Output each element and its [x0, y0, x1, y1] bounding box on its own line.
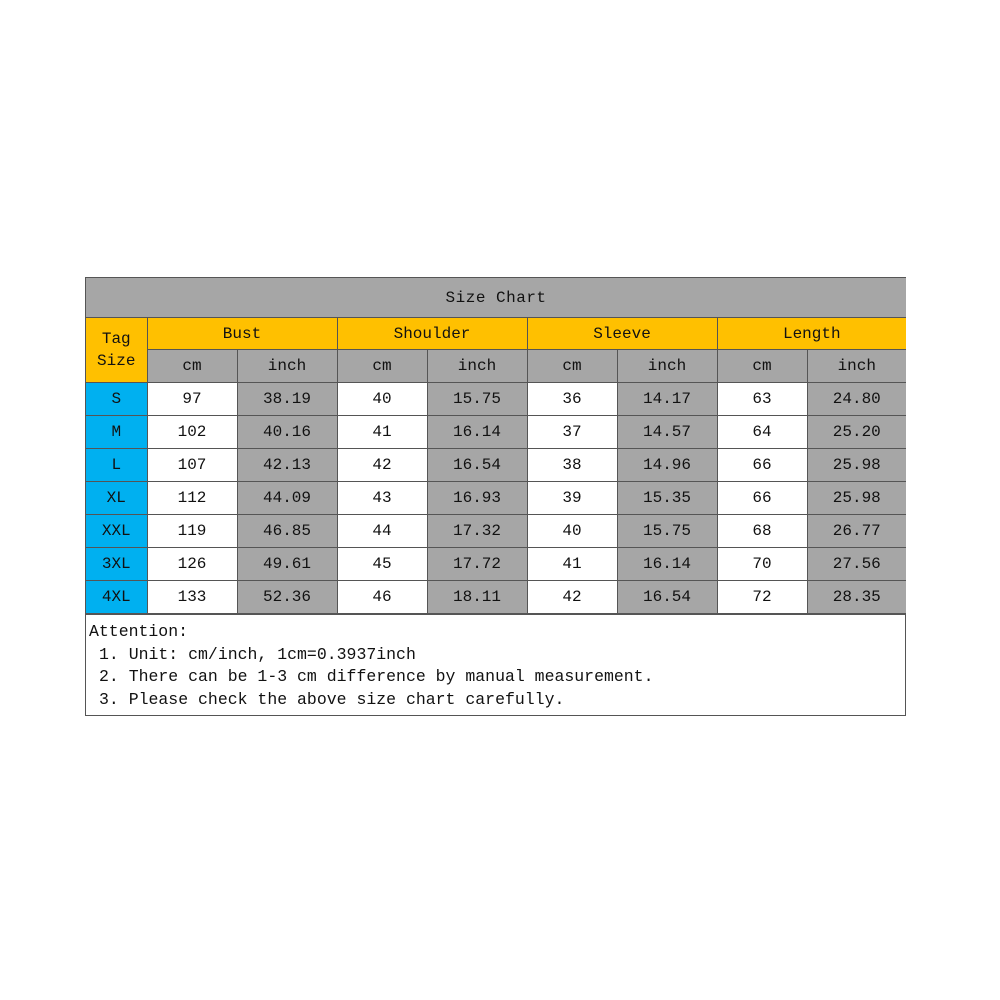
- inch-value-cell: 14.96: [617, 449, 717, 482]
- inch-value-cell: 18.11: [427, 581, 527, 614]
- chart-title: Size Chart: [86, 278, 906, 318]
- cm-value-cell: 66: [717, 449, 807, 482]
- cm-value-cell: 37: [527, 416, 617, 449]
- tag-size-line2: Size: [97, 352, 136, 370]
- inch-value-cell: 24.80: [807, 383, 906, 416]
- size-label: 4XL: [86, 581, 147, 614]
- table-row: [86, 515, 906, 548]
- inch-value-cell: 28.35: [807, 581, 906, 614]
- cm-value-cell: 40: [527, 515, 617, 548]
- cm-value-cell: 112: [147, 482, 237, 515]
- cm-value-cell: 38: [527, 449, 617, 482]
- cm-value-cell: 40: [337, 383, 427, 416]
- inch-value-cell: 52.36: [237, 581, 337, 614]
- note-item: 1. Unit: cm/inch, 1cm=0.3937inch: [99, 644, 416, 664]
- table-row: [86, 581, 906, 614]
- inch-value-cell: 42.13: [237, 449, 337, 482]
- inch-value-cell: 25.98: [807, 482, 906, 515]
- note-item: 2. There can be 1-3 cm difference by manual measurement.: [99, 667, 654, 686]
- cm-value-cell: 41: [527, 548, 617, 581]
- inch-value-cell: 16.93: [427, 482, 527, 515]
- cm-value-cell: 70: [717, 548, 807, 581]
- unit-header: inch: [807, 350, 906, 383]
- cm-value-cell: 68: [717, 515, 807, 548]
- cm-value-cell: 64: [717, 416, 807, 449]
- cm-value-cell: 107: [147, 449, 237, 482]
- attention-notes: [86, 614, 905, 715]
- cm-value-cell: 39: [527, 482, 617, 515]
- table-row: [86, 548, 906, 581]
- inch-value-cell: 27.56: [807, 548, 906, 581]
- inch-value-cell: 44.09: [237, 482, 337, 515]
- cm-value-cell: 66: [717, 482, 807, 515]
- inch-value-cell: 26.77: [807, 515, 906, 548]
- unit-header: cm: [717, 350, 807, 383]
- size-label: M: [86, 416, 147, 449]
- group-header-shoulder: Shoulder: [337, 318, 527, 350]
- cm-value-cell: 42: [527, 581, 617, 614]
- inch-value-cell: 16.14: [427, 416, 527, 449]
- inch-value-cell: 16.54: [427, 449, 527, 482]
- inch-value-cell: 25.20: [807, 416, 906, 449]
- unit-header: inch: [617, 350, 717, 383]
- table-row: [86, 416, 906, 449]
- group-header-sleeve: Sleeve: [527, 318, 717, 350]
- unit-header: cm: [147, 350, 237, 383]
- cm-value-cell: 63: [717, 383, 807, 416]
- size-chart: [85, 277, 906, 716]
- unit-header: inch: [237, 350, 337, 383]
- tag-size-header: [86, 318, 147, 383]
- group-header-length: Length: [717, 318, 906, 350]
- inch-value-cell: 16.54: [617, 581, 717, 614]
- inch-value-cell: 15.75: [617, 515, 717, 548]
- inch-value-cell: 14.17: [617, 383, 717, 416]
- unit-header: cm: [337, 350, 427, 383]
- size-label: L: [86, 449, 147, 482]
- cm-value-cell: 36: [527, 383, 617, 416]
- unit-header: cm: [527, 350, 617, 383]
- inch-value-cell: 49.61: [237, 548, 337, 581]
- size-label: XXL: [86, 515, 147, 548]
- inch-value-cell: 17.72: [427, 548, 527, 581]
- cm-value-cell: 41: [337, 416, 427, 449]
- cm-value-cell: 133: [147, 581, 237, 614]
- attention-heading: Attention:: [89, 622, 189, 641]
- cm-value-cell: 42: [337, 449, 427, 482]
- cm-value-cell: 46: [337, 581, 427, 614]
- cm-value-cell: 72: [717, 581, 807, 614]
- inch-value-cell: 16.14: [617, 548, 717, 581]
- cm-value-cell: 43: [337, 482, 427, 515]
- inch-value-cell: 14.57: [617, 416, 717, 449]
- group-header-bust: Bust: [147, 318, 337, 350]
- cm-value-cell: 102: [147, 416, 237, 449]
- inch-value-cell: 38.19: [237, 383, 337, 416]
- table-row: [86, 482, 906, 515]
- table-row: [86, 383, 906, 416]
- size-table: [86, 278, 906, 614]
- inch-value-cell: 15.75: [427, 383, 527, 416]
- size-label: S: [86, 383, 147, 416]
- tag-size-line1: Tag: [101, 330, 131, 348]
- inch-value-cell: 15.35: [617, 482, 717, 515]
- cm-value-cell: 45: [337, 548, 427, 581]
- size-label: 3XL: [86, 548, 147, 581]
- size-label: XL: [86, 482, 147, 515]
- note-item: 3. Please check the above size chart carefully.: [99, 689, 565, 709]
- cm-value-cell: 97: [147, 383, 237, 416]
- cm-value-cell: 44: [337, 515, 427, 548]
- table-row: [86, 449, 906, 482]
- unit-header: inch: [427, 350, 527, 383]
- inch-value-cell: 25.98: [807, 449, 906, 482]
- cm-value-cell: 126: [147, 548, 237, 581]
- inch-value-cell: 17.32: [427, 515, 527, 548]
- inch-value-cell: 40.16: [237, 416, 337, 449]
- inch-value-cell: 46.85: [237, 515, 337, 548]
- cm-value-cell: 119: [147, 515, 237, 548]
